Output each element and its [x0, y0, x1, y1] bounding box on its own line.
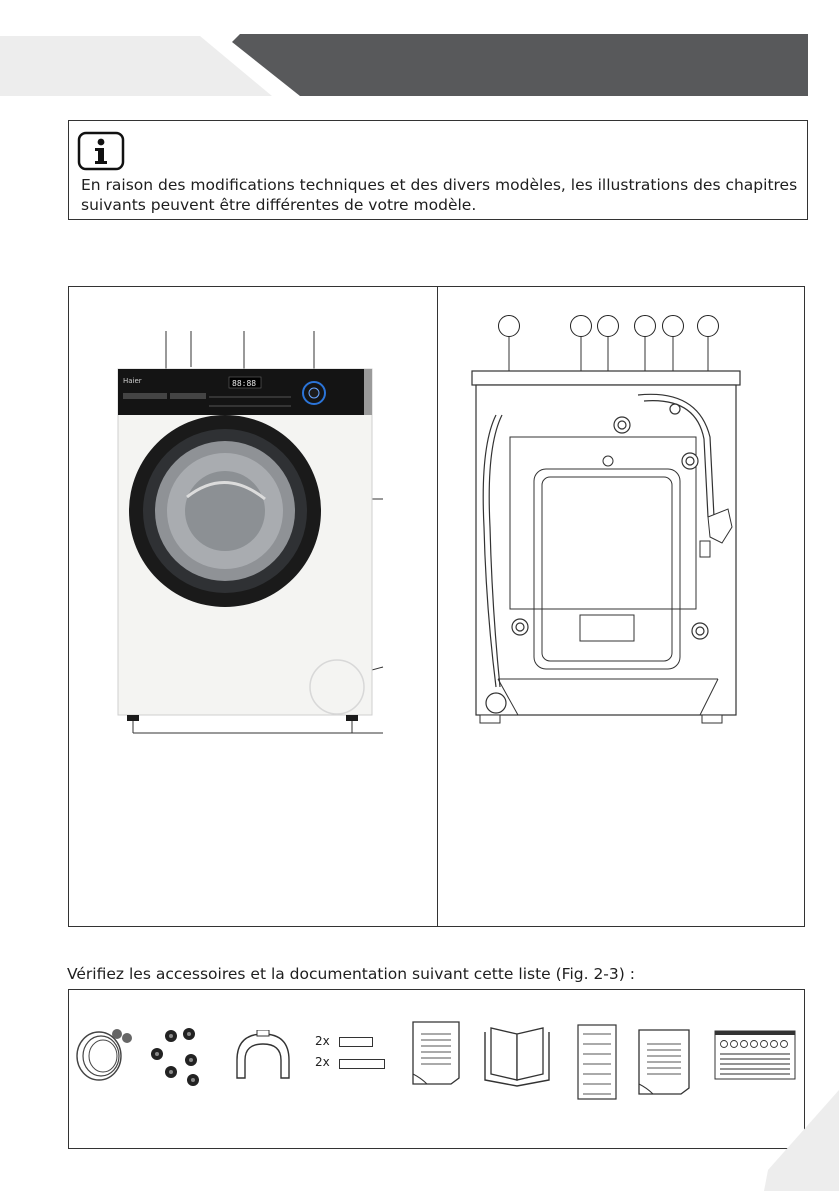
- page-corner-decoration: [760, 1090, 839, 1195]
- note-box: [68, 120, 808, 220]
- figure-rear-view: [437, 286, 805, 927]
- checklist-icon: [577, 1024, 617, 1104]
- callout-circle-6: [697, 315, 719, 337]
- svg-text:88:88: 88:88: [232, 379, 257, 388]
- warranty-sheet-icon: [637, 1028, 691, 1100]
- info-icon: [77, 131, 125, 175]
- accessories-title: Vérifiez les accessoires et la documentation suivant cette liste (Fig. 2-3) :: [67, 965, 635, 983]
- document-icon: [411, 1020, 461, 1090]
- program-chart-icon: [714, 1030, 796, 1084]
- cover-strips-qty-2: 2x: [315, 1055, 330, 1069]
- callout-circle-5: [662, 315, 684, 337]
- header-band: [0, 0, 839, 110]
- svg-text:Haier: Haier: [123, 377, 142, 385]
- inlet-hose-icon: [73, 1024, 137, 1088]
- cover-strip-short: [339, 1037, 373, 1047]
- callout-circle-1: [498, 315, 520, 337]
- figure-front-view: [68, 286, 438, 927]
- cover-strip-long: [339, 1059, 385, 1069]
- hose-bracket-icon: [231, 1030, 295, 1086]
- callout-circle-4: [634, 315, 656, 337]
- callout-circle-3: [597, 315, 619, 337]
- note-text: En raison des modifications techniques et des divers modèles, les illustrations des chapitres suivants peuvent être différentes de votre modèle.: [81, 176, 798, 214]
- callout-circle-2: [570, 315, 592, 337]
- user-manual-icon: [481, 1026, 553, 1092]
- cover-strips-icon: [315, 1034, 395, 1074]
- cover-strips-qty-1: 2x: [315, 1034, 330, 1048]
- transport-plug-caps-icon: [143, 1026, 213, 1092]
- accessories-box: [68, 989, 805, 1149]
